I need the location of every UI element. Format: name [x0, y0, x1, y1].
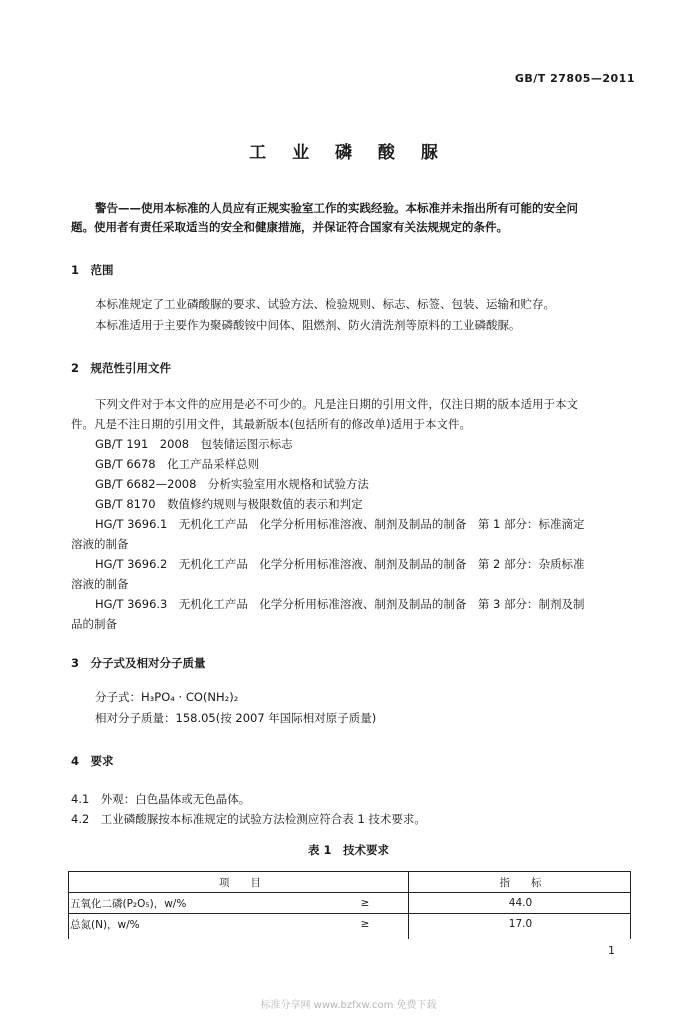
watermark-footer: 标准分享网 www.bzfxw.com 免费下载: [260, 1000, 437, 1011]
page-number: 1: [608, 944, 615, 957]
requirement-4-1: 4.1 外观：白色晶体或无色晶体。: [71, 792, 251, 806]
molecular-formula: 分子式：H₃PO₄ · CO(NH₂)₂: [95, 690, 239, 704]
row-operator: ≥: [320, 893, 410, 914]
reference-hg-3-line-2: 品的制备: [71, 617, 117, 631]
reference-hg-2-line-1: HG/T 3696.2 无机化工产品 化学分析用标准溶液、制剂及制品的制备 第 2 部分：杂质标准: [95, 557, 585, 571]
molecular-mass: 相对分子质量：158.05(按 2007 年国际相对原子质量): [95, 711, 377, 725]
reference-item: GB/T 6678 化工产品采样总则: [95, 457, 260, 471]
warning-line-1: 警告——使用本标准的人员应有正规实验室工作的实践经验。本标准并未指出所有可能的安全问: [95, 201, 578, 215]
section-4-heading: 4 要求: [71, 754, 114, 768]
row-value: 17.0: [410, 914, 631, 935]
table-column-divider: [408, 871, 409, 939]
reference-item: GB/T 8170 数值修约规则与极限数值的表示和判定: [95, 497, 363, 511]
row-value: 44.0: [410, 893, 631, 914]
reference-hg-2-line-2: 溶液的制备: [71, 577, 129, 591]
section-2-heading: 2 规范性引用文件: [71, 361, 172, 375]
row-operator: ≥: [320, 914, 410, 935]
reference-item: GB/T 6682—2008 分析实验室用水规格和试验方法: [95, 477, 369, 491]
specification-table: [68, 871, 631, 934]
row-item: 总氮(N)，w/%: [68, 914, 320, 935]
standard-number: GB/T 27805—2011: [514, 72, 635, 85]
section-1-line-2: 本标准适用于主要作为聚磷酸铵中间体、阻燃剂、防火清洗剂等原料的工业磷酸脲。: [95, 318, 521, 332]
table-row: [68, 914, 631, 935]
row-item: 五氧化二磷(P₂O₅)，w/%: [68, 893, 320, 914]
section-2-intro-1: 下列文件对于本文件的应用是必不可少的。凡是注日期的引用文件，仅注日期的版本适用于本文: [95, 397, 578, 411]
reference-hg-1-line-2: 溶液的制备: [71, 537, 129, 551]
table-left-border: [68, 871, 69, 939]
table-row: [68, 893, 631, 914]
table-caption: 表 1 技术要求: [307, 843, 389, 857]
section-2-intro-2: 件。凡是不注日期的引用文件，其最新版本(包括所有的修改单)适用于本文件。: [71, 417, 471, 431]
document-title: 工 业 磷 酸 脲: [249, 143, 448, 163]
section-1-line-1: 本标准规定了工业磷酸脲的要求、试验方法、检验规则、标志、标签、包装、运输和贮存。: [95, 297, 555, 311]
section-3-heading: 3 分子式及相对分子质量: [71, 656, 206, 670]
column-header-item: 项 目: [68, 872, 410, 893]
section-1-heading: 1 范围: [71, 263, 114, 277]
requirement-4-2: 4.2 工业磷酸脲按本标准规定的试验方法检测应符合表 1 技术要求。: [71, 812, 426, 826]
table-right-border: [630, 871, 631, 939]
reference-item: GB/T 191 2008 包装储运图示标志: [95, 437, 293, 451]
table-header-row: [68, 872, 631, 893]
reference-hg-3-line-1: HG/T 3696.3 无机化工产品 化学分析用标准溶液、制剂及制品的制备 第 3 部分：制剂及制: [95, 597, 585, 611]
warning-line-2: 题。使用者有责任采取适当的安全和健康措施，并保证符合国家有关法规规定的条件。: [71, 220, 508, 234]
reference-hg-1-line-1: HG/T 3696.1 无机化工产品 化学分析用标准溶液、制剂及制品的制备 第 1 部分：标准滴定: [95, 517, 585, 531]
column-header-spec: 指 标: [410, 872, 631, 893]
